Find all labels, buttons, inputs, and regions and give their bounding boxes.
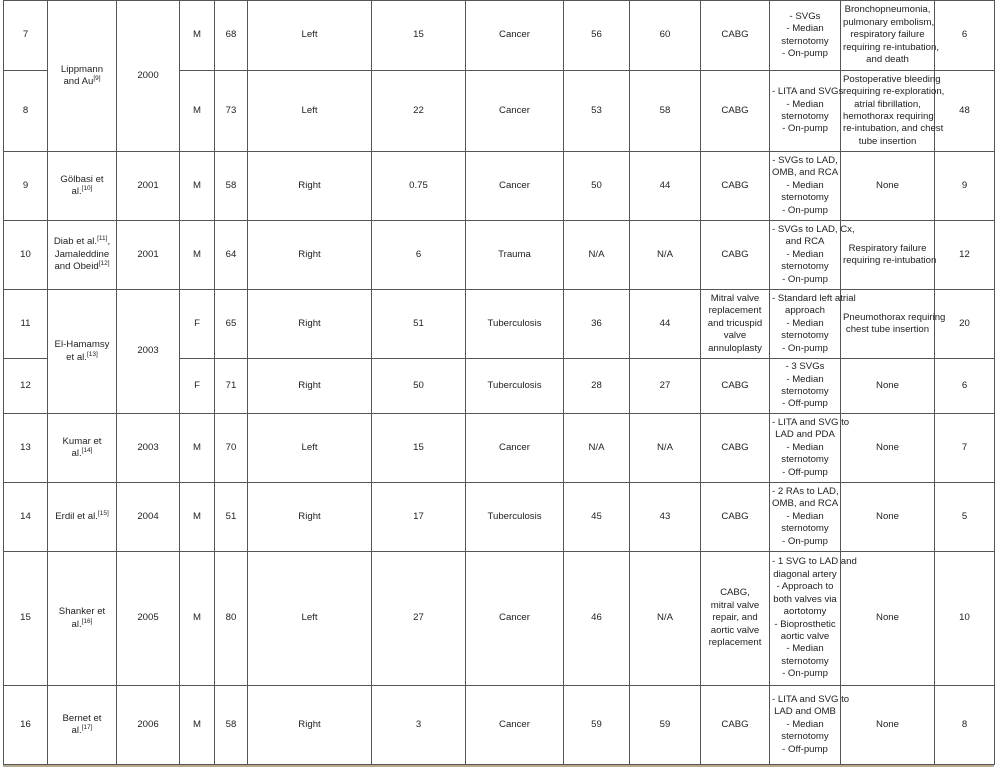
case-number: 7: [4, 1, 48, 71]
technique-cell: - LITA and SVGs - Median sternotomy - On-pump: [770, 71, 841, 152]
complications-cell: None: [841, 686, 935, 765]
technique-cell: - Standard left atrial approach - Median sternotomy - On-pump: [770, 290, 841, 359]
side-cell: Left: [248, 71, 372, 152]
etiology-cell: Cancer: [466, 552, 564, 686]
tumor-cell: 27: [372, 552, 466, 686]
side-cell: Right: [248, 290, 372, 359]
study-year: 2001: [117, 152, 180, 221]
study-author: Kumar et al.[14]: [48, 414, 117, 483]
post-value-cell: 44: [630, 290, 701, 359]
complications-cell: None: [841, 414, 935, 483]
post-value-cell: 58: [630, 71, 701, 152]
etiology-cell: Cancer: [466, 414, 564, 483]
surgery-cell: CABG: [701, 414, 770, 483]
side-cell: Right: [248, 359, 372, 414]
page-bottom-rule: [3, 765, 994, 767]
study-author: Gölbasi et al.[10]: [48, 152, 117, 221]
follow-up-cell: 8: [935, 686, 995, 765]
age-cell: 65: [215, 290, 248, 359]
post-value-cell: N/A: [630, 221, 701, 290]
surgery-cell: Mitral valve replacement and tricuspid valve annuloplasty: [701, 290, 770, 359]
technique-cell: - 2 RAs to LAD, OMB, and RCA - Median sternotomy - On-pump: [770, 483, 841, 552]
case-report-table: [3, 0, 995, 765]
surgery-cell: CABG: [701, 71, 770, 152]
table-row: [4, 686, 995, 765]
follow-up-cell: 9: [935, 152, 995, 221]
post-value-cell: N/A: [630, 552, 701, 686]
age-cell: 64: [215, 221, 248, 290]
follow-up-cell: 10: [935, 552, 995, 686]
sex-cell: M: [180, 483, 215, 552]
side-cell: Right: [248, 152, 372, 221]
table-row: [4, 152, 995, 221]
surgery-cell: CABG: [701, 359, 770, 414]
study-year: 2003: [117, 414, 180, 483]
tumor-cell: 22: [372, 71, 466, 152]
follow-up-cell: 6: [935, 1, 995, 71]
follow-up-cell: 20: [935, 290, 995, 359]
side-cell: Left: [248, 414, 372, 483]
pre-value-cell: N/A: [564, 414, 630, 483]
table-body: [4, 1, 995, 765]
etiology-cell: Tuberculosis: [466, 483, 564, 552]
case-number: 13: [4, 414, 48, 483]
study-author: Erdil et al.[15]: [48, 483, 117, 552]
etiology-cell: Tuberculosis: [466, 359, 564, 414]
sex-cell: M: [180, 152, 215, 221]
follow-up-cell: 5: [935, 483, 995, 552]
pre-value-cell: 53: [564, 71, 630, 152]
age-cell: 71: [215, 359, 248, 414]
complications-cell: None: [841, 152, 935, 221]
sex-cell: M: [180, 71, 215, 152]
table-row: [4, 552, 995, 686]
surgery-cell: CABG: [701, 152, 770, 221]
tumor-cell: 51: [372, 290, 466, 359]
pre-value-cell: 56: [564, 1, 630, 71]
surgery-cell: CABG: [701, 221, 770, 290]
case-number: 15: [4, 552, 48, 686]
tumor-cell: 15: [372, 1, 466, 71]
side-cell: Left: [248, 1, 372, 71]
side-cell: Right: [248, 483, 372, 552]
pre-value-cell: 59: [564, 686, 630, 765]
technique-cell: - 1 SVG to LAD and diagonal artery - Approach to both valves via aortotomy - Bioprosthetic aortic valve - Median sternotomy - On-pump: [770, 552, 841, 686]
case-number: 12: [4, 359, 48, 414]
sex-cell: M: [180, 414, 215, 483]
technique-cell: - SVGs to LAD, OMB, and RCA - Median sternotomy - On-pump: [770, 152, 841, 221]
study-year: 2006: [117, 686, 180, 765]
sex-cell: F: [180, 290, 215, 359]
follow-up-cell: 12: [935, 221, 995, 290]
technique-cell: - LITA and SVG to LAD and PDA - Median sternotomy - Off-pump: [770, 414, 841, 483]
follow-up-cell: 6: [935, 359, 995, 414]
tumor-cell: 6: [372, 221, 466, 290]
etiology-cell: Cancer: [466, 1, 564, 71]
pre-value-cell: 46: [564, 552, 630, 686]
age-cell: 51: [215, 483, 248, 552]
tumor-cell: 3: [372, 686, 466, 765]
complications-cell: Respiratory failure requiring re-intubation: [841, 221, 935, 290]
pre-value-cell: N/A: [564, 221, 630, 290]
technique-cell: - 3 SVGs - Median sternotomy - Off-pump: [770, 359, 841, 414]
case-number: 16: [4, 686, 48, 765]
etiology-cell: Cancer: [466, 686, 564, 765]
sex-cell: M: [180, 221, 215, 290]
tumor-cell: 15: [372, 414, 466, 483]
etiology-cell: Trauma: [466, 221, 564, 290]
case-number: 9: [4, 152, 48, 221]
follow-up-cell: 7: [935, 414, 995, 483]
etiology-cell: Cancer: [466, 71, 564, 152]
technique-cell: - SVGs - Median sternotomy - On-pump: [770, 1, 841, 71]
table-row: [4, 1, 995, 71]
post-value-cell: 60: [630, 1, 701, 71]
complications-cell: Postoperative bleeding requiring re-exploration, atrial fibrillation, hemothorax requiring re-intubation, and chest tube insertion: [841, 71, 935, 152]
surgery-cell: CABG: [701, 1, 770, 71]
complications-cell: None: [841, 483, 935, 552]
tumor-cell: 50: [372, 359, 466, 414]
post-value-cell: N/A: [630, 414, 701, 483]
side-cell: Left: [248, 552, 372, 686]
technique-cell: - LITA and SVG to LAD and OMB - Median sternotomy - Off-pump: [770, 686, 841, 765]
study-author: Shanker et al.[16]: [48, 552, 117, 686]
complications-cell: None: [841, 552, 935, 686]
sex-cell: M: [180, 1, 215, 71]
pre-value-cell: 36: [564, 290, 630, 359]
case-number: 11: [4, 290, 48, 359]
study-year: 2005: [117, 552, 180, 686]
technique-cell: - SVGs to LAD, Cx, and RCA - Median sternotomy - On-pump: [770, 221, 841, 290]
post-value-cell: 59: [630, 686, 701, 765]
age-cell: 58: [215, 686, 248, 765]
sex-cell: M: [180, 552, 215, 686]
surgery-cell: CABG: [701, 686, 770, 765]
surgery-cell: CABG: [701, 483, 770, 552]
etiology-cell: Cancer: [466, 152, 564, 221]
study-author: Bernet et al.[17]: [48, 686, 117, 765]
study-author: Lippmann and Au[9]: [48, 1, 117, 152]
case-number: 8: [4, 71, 48, 152]
side-cell: Right: [248, 686, 372, 765]
age-cell: 73: [215, 71, 248, 152]
side-cell: Right: [248, 221, 372, 290]
follow-up-cell: 48: [935, 71, 995, 152]
age-cell: 68: [215, 1, 248, 71]
study-year: 2000: [117, 1, 180, 152]
tumor-cell: 0.75: [372, 152, 466, 221]
sex-cell: F: [180, 359, 215, 414]
complications-cell: Bronchopneumonia, pulmonary embolism, respiratory failure requiring re-intubation, and death: [841, 1, 935, 71]
study-year: 2003: [117, 290, 180, 414]
case-number: 10: [4, 221, 48, 290]
pre-value-cell: 50: [564, 152, 630, 221]
post-value-cell: 44: [630, 152, 701, 221]
age-cell: 70: [215, 414, 248, 483]
table-row: [4, 221, 995, 290]
etiology-cell: Tuberculosis: [466, 290, 564, 359]
post-value-cell: 43: [630, 483, 701, 552]
study-year: 2004: [117, 483, 180, 552]
complications-cell: None: [841, 359, 935, 414]
table-row: [4, 290, 995, 359]
age-cell: 80: [215, 552, 248, 686]
table-row: [4, 483, 995, 552]
surgery-cell: CABG, mitral valve repair, and aortic valve replacement: [701, 552, 770, 686]
study-author: El-Hamamsy et al.[13]: [48, 290, 117, 414]
table-row: [4, 414, 995, 483]
post-value-cell: 27: [630, 359, 701, 414]
age-cell: 58: [215, 152, 248, 221]
sex-cell: M: [180, 686, 215, 765]
tumor-cell: 17: [372, 483, 466, 552]
pre-value-cell: 28: [564, 359, 630, 414]
pre-value-cell: 45: [564, 483, 630, 552]
study-year: 2001: [117, 221, 180, 290]
complications-cell: Pneumothorax requiring chest tube insertion: [841, 290, 935, 359]
study-author: Diab et al.[11], Jamaleddine and Obeid[12]: [48, 221, 117, 290]
case-number: 14: [4, 483, 48, 552]
